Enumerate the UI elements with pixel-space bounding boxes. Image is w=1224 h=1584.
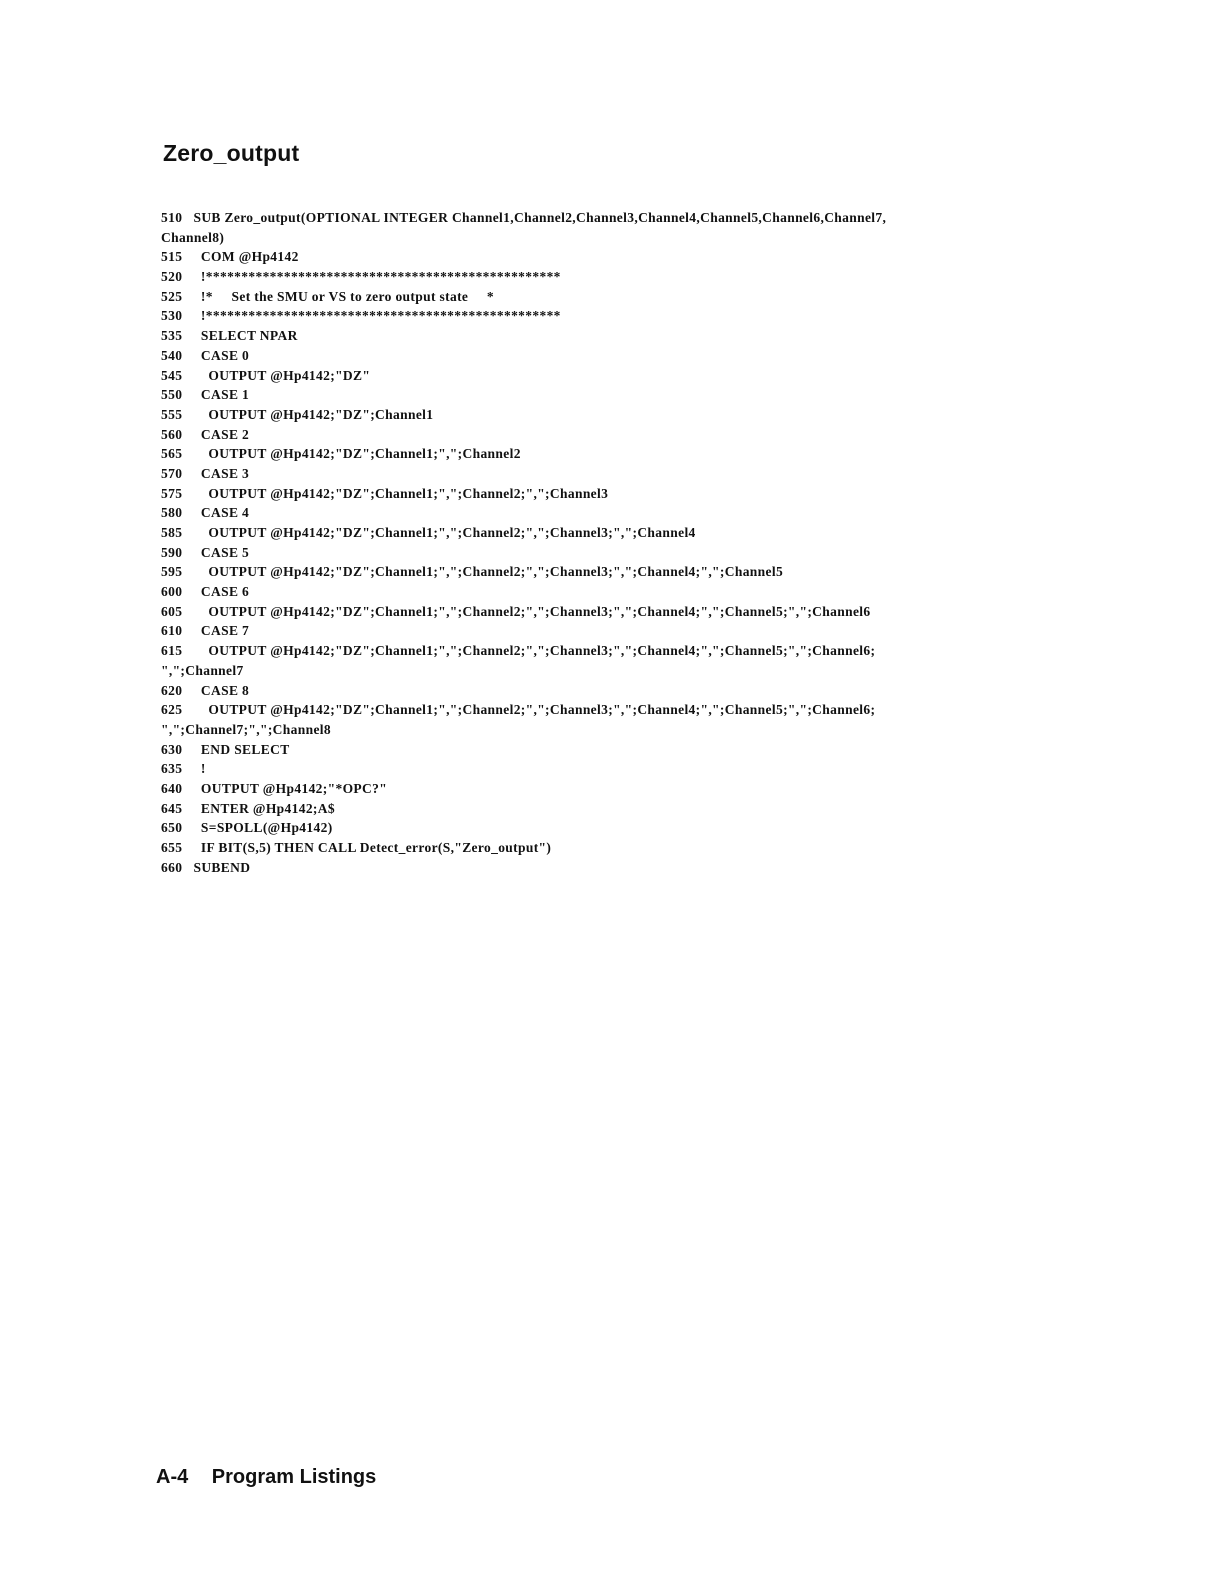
code-line: 545 OUTPUT @Hp4142;"DZ" [161,367,371,383]
code-line: 620 CASE 8 [161,682,250,698]
page-footer [156,1466,376,1489]
code-line: 610 CASE 7 [161,623,250,639]
code-line: 595 OUTPUT @Hp4142;"DZ";Channel1;",";Channel2;",";Channel3;",";Channel4;",";Channel5 [161,564,784,580]
code-line: 520 !************************************************** [161,269,561,285]
code-line: 640 OUTPUT @Hp4142;"*OPC?" [161,780,388,796]
code-line: 605 OUTPUT @Hp4142;"DZ";Channel1;",";Channel2;",";Channel3;",";Channel4;",";Channel5;",";Channel6 [161,603,871,619]
code-line: 625 OUTPUT @Hp4142;"DZ";Channel1;",";Channel2;",";Channel3;",";Channel4;",";Channel5;",";Channel6; [161,702,876,718]
code-line: 535 SELECT NPAR [161,328,298,344]
code-line: 600 CASE 6 [161,584,250,600]
code-line: 585 OUTPUT @Hp4142;"DZ";Channel1;",";Channel2;",";Channel3;",";Channel4 [161,525,696,540]
code-line: 565 OUTPUT @Hp4142;"DZ";Channel1;",";Channel2 [161,446,521,462]
code-line: 530 !************************************************** [161,308,561,324]
code-line: 580 CASE 4 [161,505,250,521]
code-line: 645 ENTER @Hp4142;A$ [161,800,335,816]
code-line: 590 CASE 5 [161,544,250,560]
code-line: 555 OUTPUT @Hp4142;"DZ";Channel1 [161,406,434,422]
code-line: 570 CASE 3 [161,465,250,481]
code-line: 635 ! [161,761,206,777]
code-listing [161,208,1161,877]
code-line: 650 S=SPOLL(@Hp4142) [161,820,333,836]
code-line: 550 CASE 1 [161,387,250,403]
code-line: 540 CASE 0 [161,347,250,363]
code-line: 510 SUB Zero_output(OPTIONAL INTEGER Channel1,Channel2,Channel3,Channel4,Channel5,Channel6,Channel7, [161,210,887,225]
code-line: 655 IF BIT(S,5) THEN CALL Detect_error(S,"Zero_output") [161,840,552,855]
code-line: ",";Channel7;",";Channel8 [161,721,331,737]
code-line: Channel8) [161,229,225,245]
code-line: 630 END SELECT [161,741,290,757]
code-line: 515 COM @Hp4142 [161,249,299,265]
code-line: 615 OUTPUT @Hp4142;"DZ";Channel1;",";Channel2;",";Channel3;",";Channel4;",";Channel5;",";Channel6; [161,643,876,659]
code-line: 575 OUTPUT @Hp4142;"DZ";Channel1;",";Channel2;",";Channel3 [161,485,609,501]
code-line: ",";Channel7 [161,662,244,678]
code-line: 660 SUBEND [161,859,251,875]
page-title: Zero_output [163,140,300,166]
code-line: 560 CASE 2 [161,426,250,442]
footer-page-number: A-4 [156,1466,189,1488]
code-line: 525 !* Set the SMU or VS to zero output state * [161,288,495,304]
footer-section-title: Program Listings [211,1466,377,1488]
